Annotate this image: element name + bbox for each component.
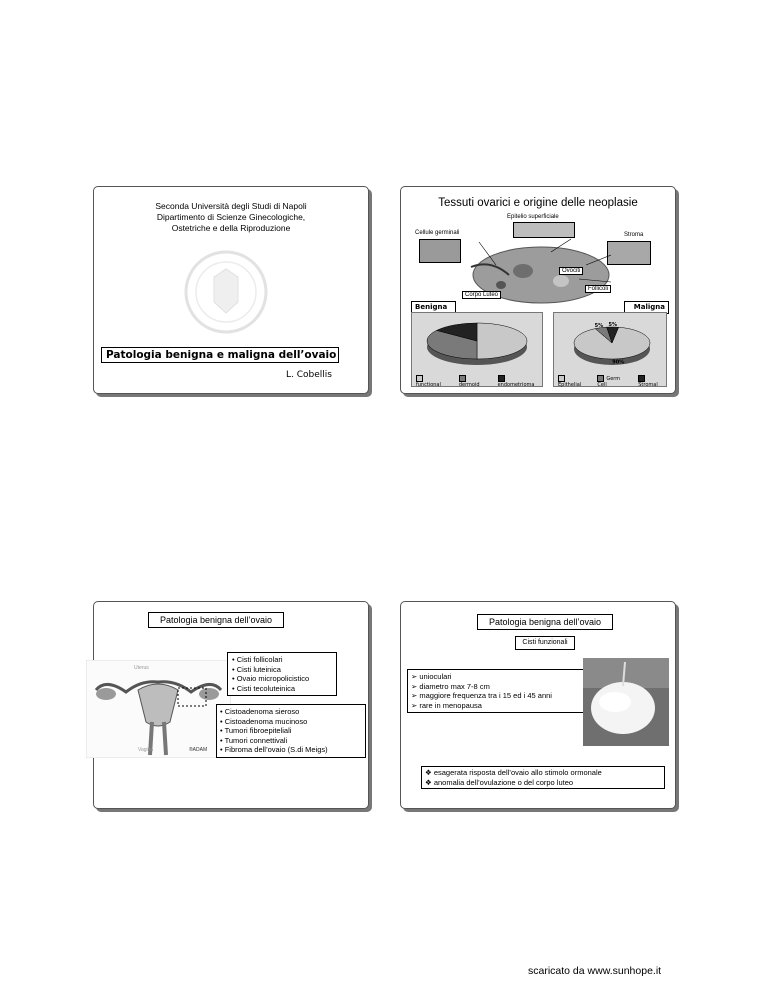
list-item: ➢ rare in menopausa [411,700,482,710]
list-item: • Cisti tecoluteinica [232,683,296,693]
legend-entry-dermoid [459,375,488,388]
legend-swatch [498,375,505,382]
maligna-panel [553,312,667,387]
slide2-title: Tessuti ovarici e origine delle neoplasie [438,197,638,209]
label-uterus: Uterus [134,665,149,671]
institution-block [94,201,368,234]
legend-text: dermoid [458,382,480,388]
slide3-title: Patologia benigna dell’ovaio [148,612,284,628]
list-item: • Ovaio micropolicistico [232,674,310,683]
label-stroma: Stroma [624,232,644,238]
legend-swatch [638,375,645,382]
cyst-features-list [407,669,587,713]
legend-text: Germ Cell [597,376,621,388]
list-item: ❖ esagerata risposta dell’ovaio allo stimolo ormonale [425,768,602,777]
list-item: ➢ unioculari [411,672,452,681]
list-item: • Cistoadenoma sieroso [220,707,300,716]
list-item: • Cisti luteinica [232,664,281,674]
maligna-pie-chart [558,315,662,373]
maligna-legend [558,375,666,388]
list-item: • Tumori connettivali [220,735,288,745]
legend-entry-stromal [638,375,666,388]
label-corpo-luteo: Corpo Luteo [462,291,501,299]
label-cellule: Cellule germinali [415,230,460,236]
label-follicoli: Follicoli [585,285,611,293]
slide-title [93,186,369,394]
legend-swatch [558,375,565,382]
list-item: • Tumori fibroepiteliali [220,726,292,735]
legend-text: functional [416,382,441,388]
list-item-text: anomalia dell’ovulazione o del corpo luteo [433,777,574,787]
label-ovociti: Ovociti [559,267,583,275]
uterus-anatomy-image [86,660,231,758]
legend-entry-endometrioma [498,375,542,388]
footer-source: scaricato da www.sunhope.it [528,965,662,977]
benigna-legend [416,375,542,388]
stroma-image [607,241,651,265]
legend-entry-functional [416,375,449,388]
slide-functional-cysts [400,601,676,809]
slide-tissues [400,186,676,394]
legend-text: Stromal [638,382,658,388]
legend-text: Epithelial [558,382,582,388]
benigna-panel [411,312,543,387]
list-item: ➢ diametro max 7-8 cm [411,681,490,691]
pie-data-label: 5% [608,322,618,329]
slide-benign-list [93,601,369,809]
legend-entry-epithelial [558,375,589,388]
legend-swatch [416,375,423,382]
cellule-image [419,239,461,263]
university-seal-watermark [176,247,276,337]
institution-line: Seconda Università degli Studi di Napoli [155,201,307,211]
legend-entry-germ-cell [597,375,630,388]
list-item: ➢ maggiore frequenza tra i 15 ed i 45 anni [411,691,552,700]
legend-swatch [597,375,604,382]
list-item-text: maggiore frequenza tra i 15 ed i 45 anni [419,691,552,700]
maligna-label: Maligna [624,301,669,314]
cyst-photo [583,658,669,746]
label-vagina: Vagina [138,747,154,753]
benigna-label: Benigna [411,301,456,314]
slide4-title: Patologia benigna dell’ovaio [477,614,613,630]
cyst-causes-list [421,766,665,789]
slide4-subtitle: Cisti funzionali [515,636,575,650]
legend-text: endometrioma [497,382,535,388]
label-epitelio: Epitelio superficiale [507,214,559,220]
list-item: • Cisti follicolari [232,655,283,664]
list-item-text: rare in menopausa [419,700,482,710]
main-title: Patologia benigna e maligna dell’ovaio [101,347,339,363]
list-tumors [216,704,366,758]
list-functional-cysts [227,652,337,696]
benigna-pie-chart [417,315,537,373]
list-item-text: unioculari [419,672,452,681]
author: L. Cobellis [286,370,332,380]
list-item-text: esagerata risposta dell’ovaio allo stimolo ormonale [433,768,602,777]
epitelio-image [513,222,575,238]
institution-line: Dipartimento di Scienze Ginecologiche, [156,212,306,222]
pie-data-label: 90% [612,359,625,366]
list-item: ❖ anomalia dell’ovulazione o del corpo luteo [425,777,574,787]
list-item: • Cistoadenoma mucinoso [220,716,308,726]
list-item: • Fibroma dell’ovaio (S.di Meigs) [220,745,328,754]
legend-swatch [459,375,466,382]
pie-data-label: 5% [594,322,604,329]
institution-line: Ostetriche e della Riproduzione [171,223,291,233]
adam-logo: ®ADAM [189,747,208,753]
list-item-text: diametro max 7-8 cm [419,681,490,691]
